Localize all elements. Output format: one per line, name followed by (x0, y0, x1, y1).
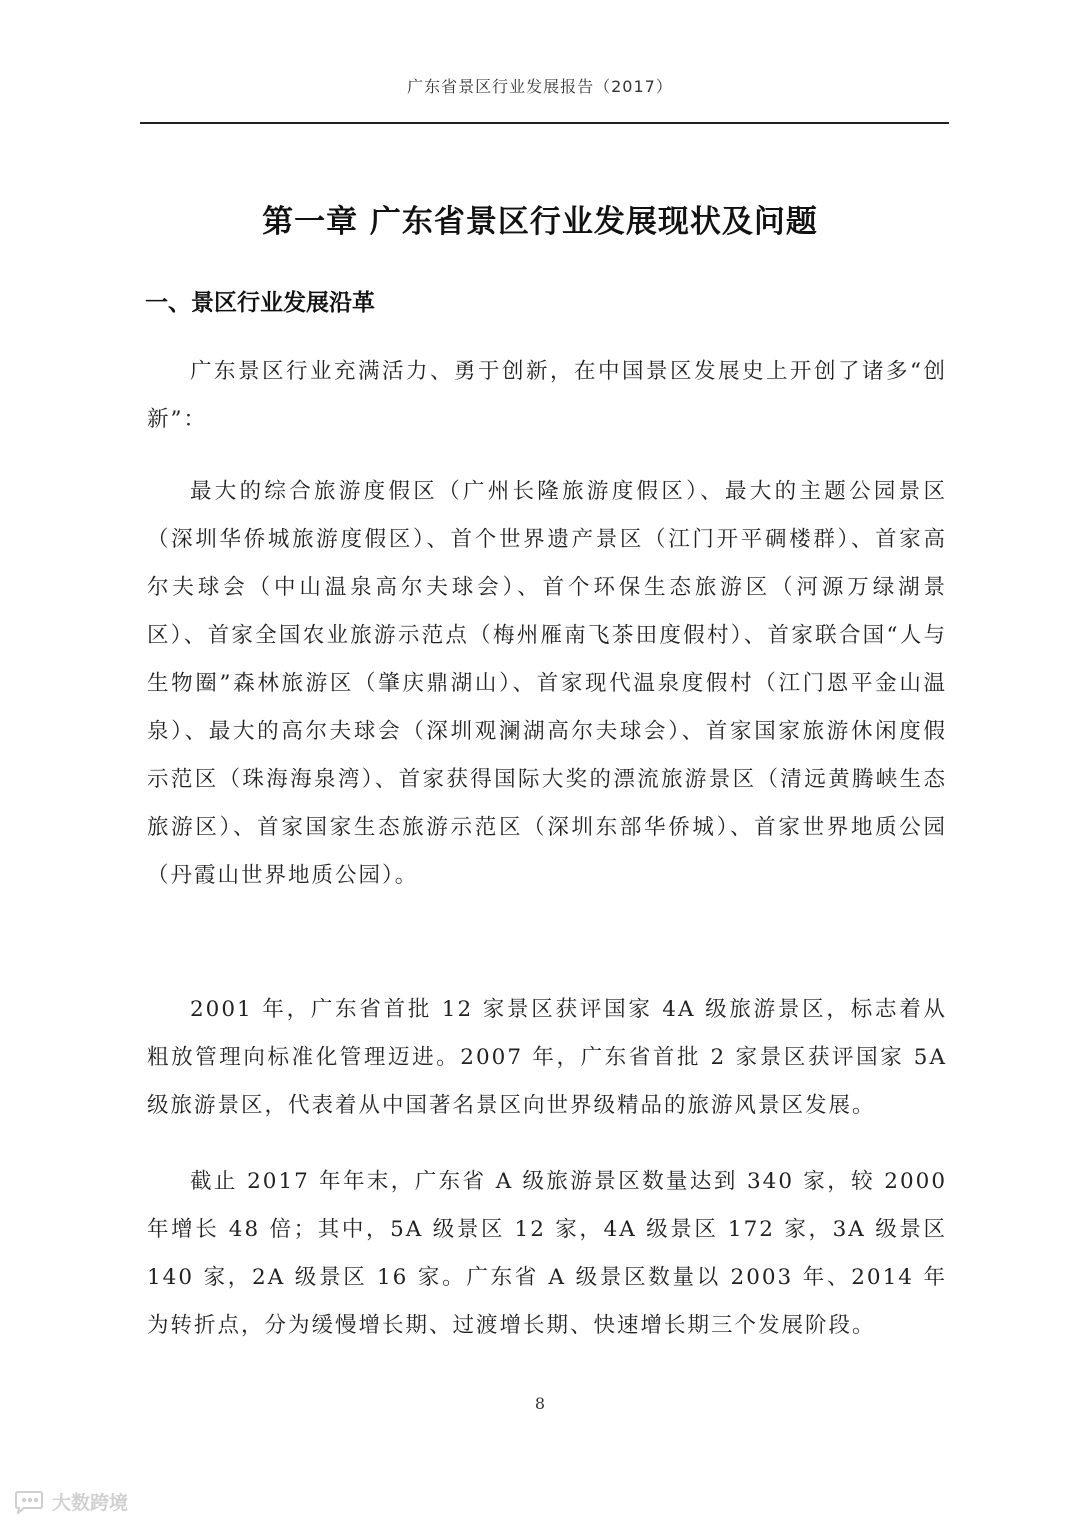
watermark (12, 1488, 128, 1515)
running-header: 广东省景区行业发展报告（2017） (407, 77, 673, 96)
body-paragraph-history: 2001 年，广东省首批 12 家景区获评国家 4A 级旅游景区，标志着从粗放管理向标准化管理迈进。2007 年，广东省首批 2 家景区获评国家 5A 级旅游景区，代表着从中国著名景区向世界级精品的旅游风景区发展。 (147, 997, 947, 1118)
speech-bubble-logo-icon (12, 1490, 46, 1514)
body-paragraph-firsts: 最大的综合旅游度假区（广州长隆旅游度假区）、最大的主题公园景区（深圳华侨城旅游度假区）、首个世界遗产景区（江门开平碉楼群）、首家高尔夫球会（中山温泉高尔夫球会）、首个环保生态旅游区（河源万绿湖景区）、首家全国农业旅游示范点（梅州雁南飞茶田度假村）、首家联合国“人与生物圈”森林旅游区（肇庆鼎湖山）、首家现代温泉度假村（江门恩平金山温泉）、最大的高尔夫球会（深圳观澜湖高尔夫球会）、首家国家旅游休闲度假示范区（珠海海泉湾）、首家获得国际大奖的漂流旅游景区（清远黄腾峡生态旅游区）、首家国家生态旅游示范区（深圳东部华侨城）、首家世界地质公园（丹霞山世界地质公园）。 (147, 479, 947, 888)
page-number: 8 (534, 1394, 546, 1413)
section-heading: 一、景区行业发展沿革 (145, 290, 375, 316)
body-paragraph-statistics: 截止 2017 年年末，广东省 A 级旅游景区数量达到 340 家，较 2000 年增长 48 倍；其中，5A 级景区 12 家，4A 级景区 172 家，3A 级景区 140 家，2A 级景区 16 家。广东省 A 级景区数量以 2003 年、2014 年为转折点，分为缓慢增长期、过渡增长期、快速增长期三个发展阶段。 (147, 1169, 947, 1338)
header-divider (140, 122, 949, 124)
chapter-title: 第一章 广东省景区行业发展现状及问题 (262, 204, 818, 240)
watermark-text: 大数跨境 (52, 1492, 129, 1514)
body-paragraph-intro: 广东景区行业充满活力、勇于创新，在中国景区发展史上开创了诸多“创新”： (147, 359, 947, 432)
